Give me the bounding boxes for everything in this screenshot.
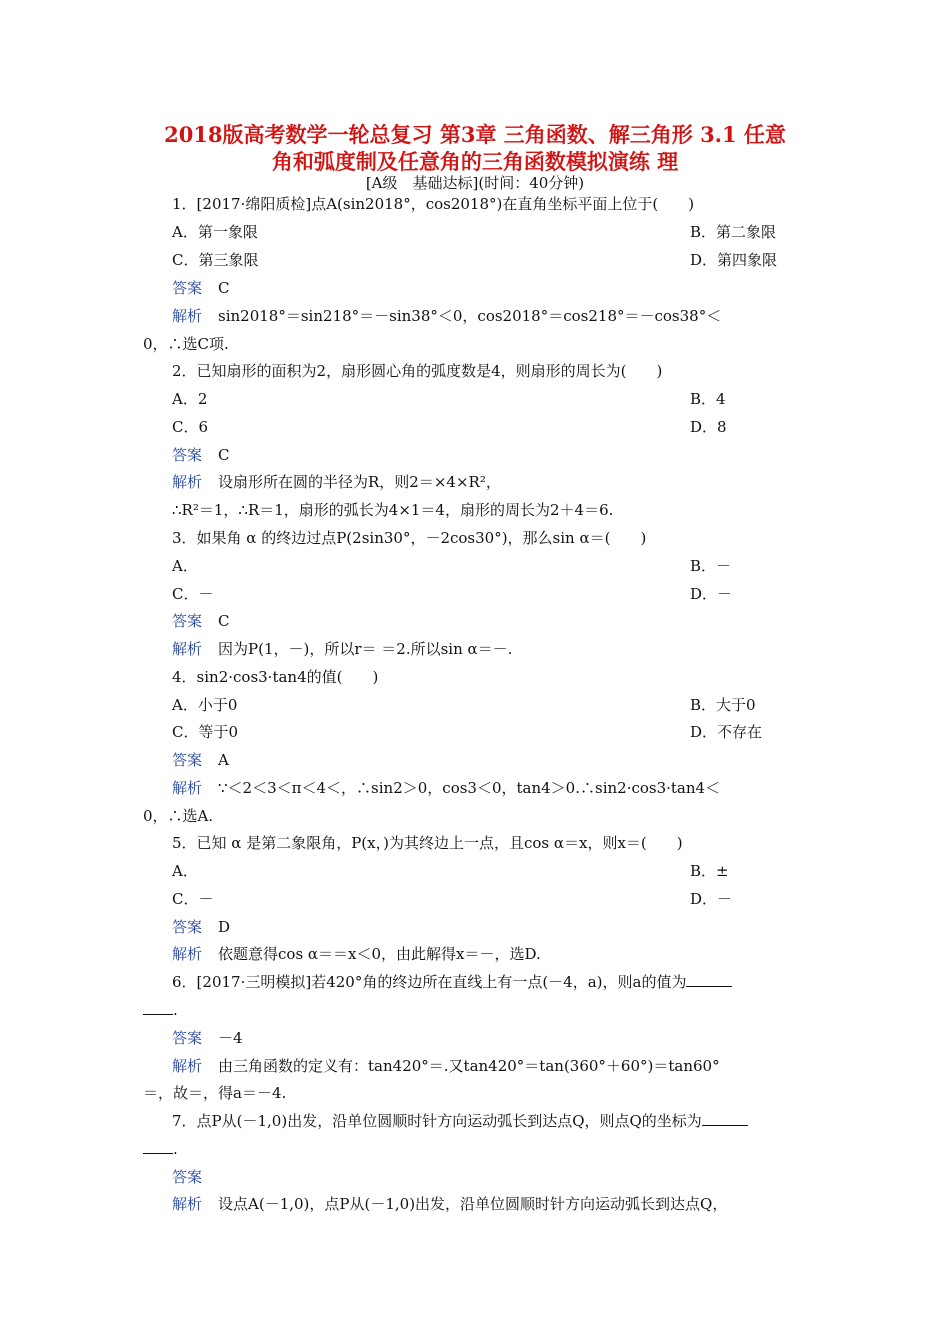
q4-option-b: B．大于0 bbox=[690, 696, 756, 714]
q5-stem: 5．已知 α 是第二象限角，P(x，)为其终边上一点，且cos α＝x，则x＝( ) bbox=[172, 834, 683, 852]
q1-stem: 1．[2017·绵阳质检]点A(sin2018°，cos2018°)在直角坐标平面上位于( ) bbox=[172, 195, 695, 213]
q1-analysis-row bbox=[172, 307, 721, 325]
q1-answer: C bbox=[218, 279, 230, 297]
q7-answer-row bbox=[172, 1168, 218, 1186]
answer-label: 答案 bbox=[172, 279, 203, 297]
q6-stem-row bbox=[172, 973, 732, 991]
analysis-label: 解析 bbox=[172, 307, 203, 325]
q2-analysis-2: ∴R²＝1，∴R＝1，扇形的弧长为4×1＝4，扇形的周长为2＋4＝6. bbox=[172, 501, 614, 519]
q2-analysis-row bbox=[172, 473, 501, 491]
q2-option-b: B．4 bbox=[690, 390, 726, 408]
q5-analysis-row bbox=[172, 945, 541, 963]
q7-stem-row bbox=[172, 1112, 748, 1130]
q5-analysis-1: 依题意得cos α＝＝x＜0，由此解得x＝－，选D. bbox=[218, 945, 541, 963]
q6-answer-row bbox=[172, 1029, 243, 1047]
q1-answer-row bbox=[172, 279, 230, 297]
analysis-label: 解析 bbox=[172, 779, 203, 797]
q6-stem: 6．[2017·三明模拟]若420°角的终边所在直线上有一点(－4，a)，则a的值为 bbox=[172, 973, 687, 991]
q6-analysis-1: 由三角函数的定义有：tan420°＝.又tan420°＝tan(360°＋60°)＝tan60° bbox=[218, 1057, 720, 1075]
q1-analysis-2: 0，∴选C项. bbox=[143, 335, 229, 353]
analysis-label: 解析 bbox=[172, 1057, 203, 1075]
q1-option-a: A．第一象限 bbox=[172, 223, 258, 241]
analysis-label: 解析 bbox=[172, 640, 203, 658]
q2-answer-row bbox=[172, 446, 230, 464]
q1-option-d: D．第四象限 bbox=[690, 251, 778, 269]
q6-analysis-row bbox=[172, 1057, 720, 1075]
q4-stem: 4．sin2·cos3·tan4的值( ) bbox=[172, 668, 379, 686]
q6-stem-end: . bbox=[173, 1001, 178, 1019]
analysis-label: 解析 bbox=[172, 473, 203, 491]
q3-answer-row bbox=[172, 612, 230, 630]
q5-answer: D bbox=[218, 918, 231, 936]
q3-stem: 3．如果角 α 的终边过点P(2sin30°，－2cos30°)，那么sin α＝( ) bbox=[172, 529, 647, 547]
title-line-2: 角和弧度制及任意角的三角函数模拟演练 理 bbox=[271, 149, 679, 174]
q2-stem: 2．已知扇形的面积为2，扇形圆心角的弧度数是4，则扇形的周长为( ) bbox=[172, 362, 663, 380]
q2-analysis-1: 设扇形所在圆的半径为R，则2＝×4×R²， bbox=[218, 473, 501, 491]
q4-answer: A bbox=[218, 751, 229, 769]
q7-answer-blank bbox=[702, 1113, 748, 1126]
q4-option-c: C．等于0 bbox=[172, 723, 239, 741]
q5-option-c: C．－ bbox=[172, 890, 214, 908]
q4-answer-row bbox=[172, 751, 229, 769]
q2-option-d: D．8 bbox=[690, 418, 727, 436]
title-line-1: 2018版高考数学一轮总复习 第3章 三角函数、解三角形 3.1 任意 bbox=[164, 122, 786, 147]
q7-stem-end-row bbox=[143, 1140, 178, 1158]
q2-answer: C bbox=[218, 446, 230, 464]
answer-label: 答案 bbox=[172, 1168, 203, 1186]
q4-option-d: D．不存在 bbox=[690, 723, 763, 741]
q3-option-b: B．－ bbox=[690, 557, 732, 575]
q2-option-a: A．2 bbox=[172, 390, 208, 408]
q6-answer-blank-cont bbox=[143, 1002, 173, 1015]
analysis-label: 解析 bbox=[172, 1195, 203, 1213]
answer-label: 答案 bbox=[172, 918, 203, 936]
q1-option-b: B．第二象限 bbox=[690, 223, 777, 241]
answer-label: 答案 bbox=[172, 1029, 203, 1047]
q7-analysis-row bbox=[172, 1195, 727, 1213]
q5-option-d: D．－ bbox=[690, 890, 733, 908]
q4-analysis-1: ∵＜2＜3＜π＜4＜，∴sin2＞0，cos3＜0，tan4＞0.∴sin2·cos3·tan4＜ bbox=[218, 779, 721, 797]
q3-answer: C bbox=[218, 612, 230, 630]
answer-label: 答案 bbox=[172, 446, 203, 464]
q1-analysis-1: sin2018°＝sin218°＝－sin38°＜0，cos2018°＝cos218°＝－cos38°＜ bbox=[218, 307, 722, 325]
q3-option-c: C．－ bbox=[172, 585, 214, 603]
q7-stem: 7．点P从(－1,0)出发，沿单位圆顺时针方向运动弧长到达点Q，则点Q的坐标为 bbox=[172, 1112, 702, 1130]
q1-option-c: C．第三象限 bbox=[172, 251, 259, 269]
q6-answer: －4 bbox=[218, 1029, 243, 1047]
q3-analysis-row bbox=[172, 640, 512, 658]
q3-analysis-1: 因为P(1，－)，所以r＝ ＝2.所以sin α＝－. bbox=[218, 640, 513, 658]
q5-answer-row bbox=[172, 918, 230, 936]
q6-analysis-2: ＝，故＝，得a＝－4. bbox=[143, 1084, 287, 1102]
q2-option-c: C．6 bbox=[172, 418, 209, 436]
q4-option-a: A．小于0 bbox=[172, 696, 238, 714]
q3-option-d: D．－ bbox=[690, 585, 733, 603]
q5-option-b: B．± bbox=[690, 862, 729, 880]
q7-answer-blank-cont bbox=[143, 1141, 173, 1154]
q5-option-a: A． bbox=[172, 862, 198, 880]
analysis-label: 解析 bbox=[172, 945, 203, 963]
q4-analysis-row bbox=[172, 779, 720, 797]
q3-option-a: A． bbox=[172, 557, 198, 575]
q4-analysis-2: 0，∴选A. bbox=[143, 807, 214, 825]
q6-answer-blank bbox=[686, 974, 732, 987]
answer-label: 答案 bbox=[172, 612, 203, 630]
answer-label: 答案 bbox=[172, 751, 203, 769]
q6-stem-end-row bbox=[143, 1001, 178, 1019]
section-subtitle: [A级 基础达标](时间：40分钟) bbox=[365, 174, 585, 192]
q7-analysis-1: 设点A(－1,0)，点P从(－1,0)出发，沿单位圆顺时针方向运动弧长到达点Q， bbox=[218, 1195, 728, 1213]
q7-stem-end: . bbox=[173, 1140, 178, 1158]
